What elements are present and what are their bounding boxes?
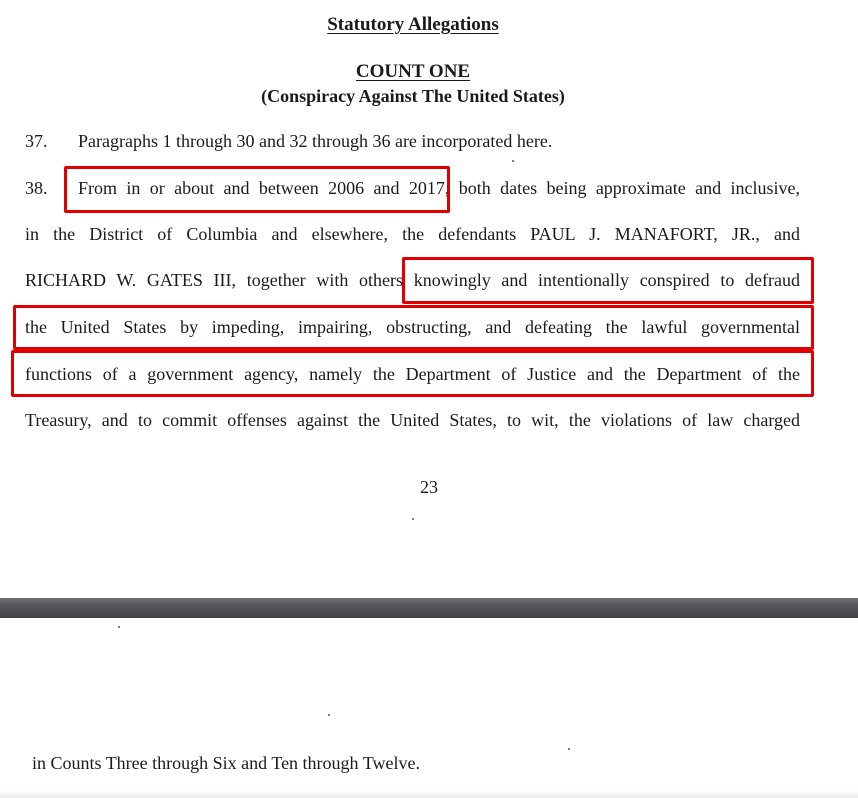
paragraph-38-line-4: the United States by impeding, impairing, obstructing, and defeating the lawful governmental bbox=[25, 317, 800, 337]
count-subtitle: (Conspiracy Against The United States) bbox=[261, 86, 565, 106]
paragraph-number-37: 37. bbox=[25, 131, 48, 151]
page-break-divider bbox=[0, 598, 858, 618]
scan-speck bbox=[328, 714, 330, 716]
paragraph-number-38: 38. bbox=[25, 178, 48, 198]
scan-speck bbox=[118, 626, 120, 628]
paragraph-38-line-2: in the District of Columbia and elsewhere, the defendants PAUL J. MANAFORT, JR., and bbox=[25, 224, 800, 244]
page-number: 23 bbox=[420, 477, 438, 497]
highlight-box-impeding-functions bbox=[13, 305, 814, 350]
paragraph-38-line-1: From in or about and between 2006 and 2017, both dates being approximate and inclusive, bbox=[78, 178, 800, 198]
highlight-box-government-agency bbox=[11, 350, 814, 397]
paragraph-38-line-5: functions of a government agency, namely the Department of Justice and the Department of the bbox=[25, 364, 800, 384]
scan-speck bbox=[412, 518, 414, 520]
count-heading: COUNT ONE bbox=[355, 61, 471, 82]
paragraph-38-line-6: Treasury, and to commit offenses against the United States, to wit, the violations of law charged bbox=[25, 410, 800, 430]
document-page-bottom bbox=[0, 618, 858, 798]
scan-speck bbox=[568, 748, 570, 750]
paragraph-38-line-3: RICHARD W. GATES III, together with others knowingly and intentionally conspired to defraud bbox=[25, 270, 800, 290]
scan-speck bbox=[512, 160, 514, 162]
section-heading-statutory-allegations: Statutory Allegations bbox=[327, 14, 499, 35]
paragraph-38-continuation: in Counts Three through Six and Ten through Twelve. bbox=[32, 753, 420, 773]
highlight-box-date-range bbox=[64, 166, 450, 213]
paragraph-37-text: Paragraphs 1 through 30 and 32 through 36 are incorporated here. bbox=[78, 131, 553, 151]
page-edge-shadow bbox=[0, 790, 858, 798]
highlight-box-conspired-to-defraud bbox=[402, 257, 814, 304]
